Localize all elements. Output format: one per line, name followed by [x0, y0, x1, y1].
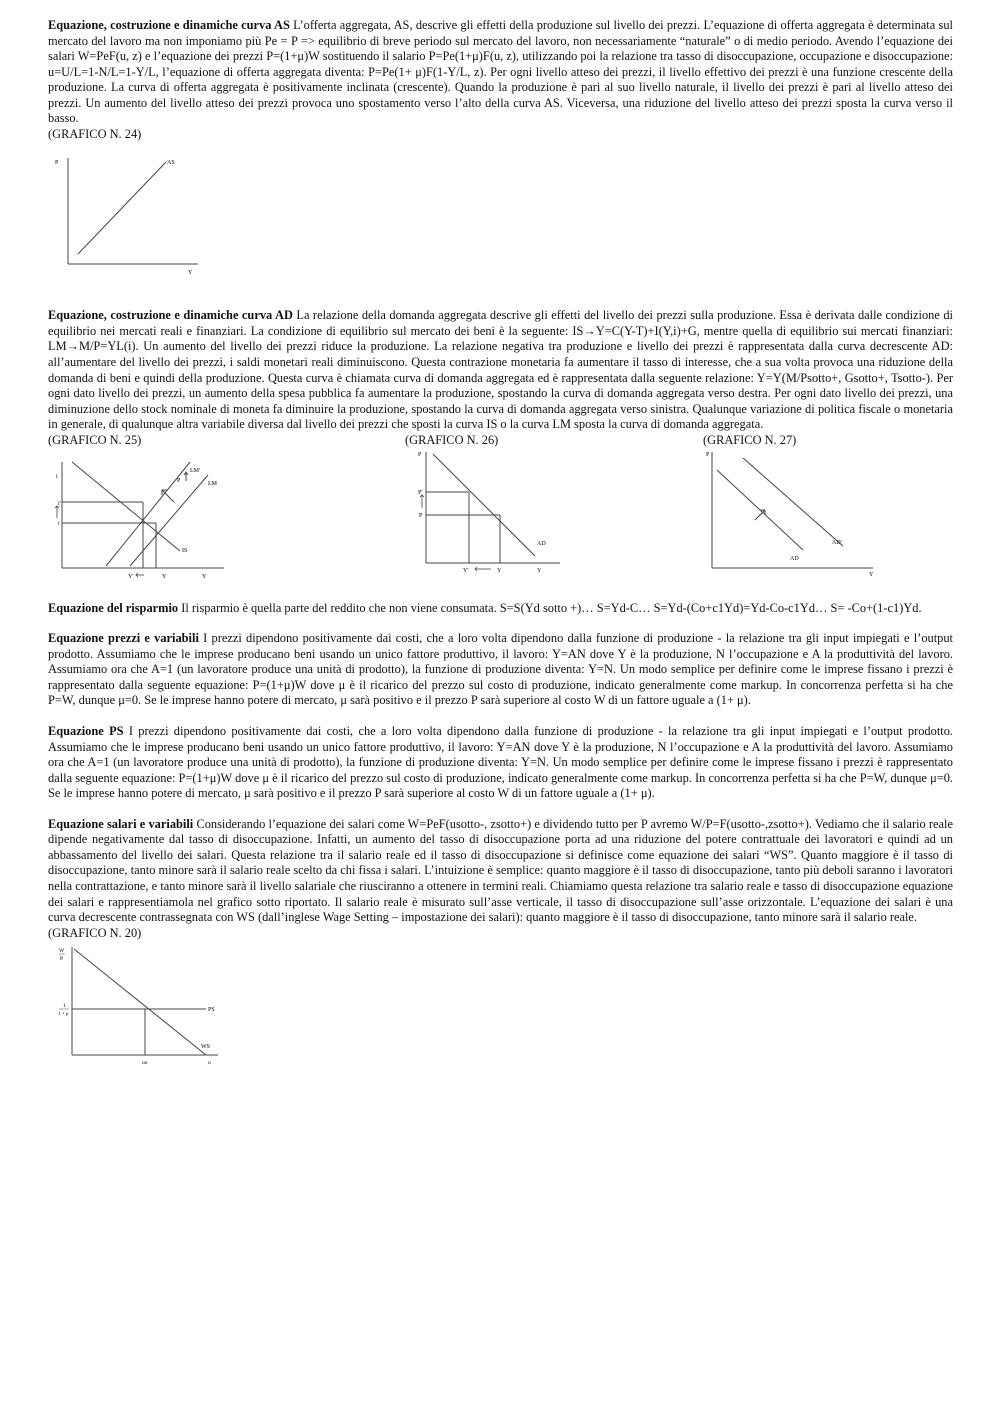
section-ad	[48, 308, 953, 432]
caption-graph-26: (GRAFICO N. 26)	[405, 432, 499, 447]
tick-label-i0: i	[58, 521, 60, 528]
axis-label-p: P	[706, 452, 710, 459]
section-risparmio	[48, 601, 953, 617]
tick-label-un: un	[142, 1060, 148, 1067]
curve-label-ad: AD	[537, 541, 546, 548]
section-body: L’offerta aggregata, AS, descrive gli effetti della produzione sul livello dei prezzi. L’equazione di offerta aggregata è determinata sul mercato del lavoro ma non imponiamo più Pe = P => equilibrio di breve periodo sul mercato del lavoro, non necessariamente “naturale” o di medio periodo. Avendo l’equazione dei salari W=PeF(u, z) e l’equazione dei prezzi P=(1+μ)W sostituendo il salario P=Pe(1+μ)F(u, z), utilizzando poi la relazione tra tasso di disoccupazione, occupazione e disoccupazione: u=U/L=1-N/L=1-Y/L, l’equazione di offerta aggregata diventa: P=Pe(1+ μ)F(1-Y/L, z). Per ogni livello atteso dei prezzi, il livello effettivo dei prezzi è una funzione crescente della produzione. La curva di offerta aggregata è positivamente inclinata (crescente). Quando la produzione è pari al suo livello naturale, il livello dei prezzi è pari al livello atteso dei prezzi. Un aumento del livello atteso dei prezzi provoca uno spostamento verso l’alto della curva AS. Viceversa, una riduzione del livello atteso dei prezzi sposta la curva verso il basso.	[48, 18, 953, 126]
ps-level-denominator: 1 + μ	[58, 1012, 69, 1018]
tick-label-y1: Y'	[128, 574, 134, 581]
curve-label-ps: PS	[208, 1007, 215, 1014]
graph-24	[48, 142, 208, 274]
graph-row	[48, 433, 953, 593]
caption-graph-27: (GRAFICO N. 27)	[703, 432, 797, 447]
section-title: Equazione salari e variabili	[48, 816, 194, 831]
axis-label-u: u	[208, 1060, 211, 1067]
section-title: Equazione, costruzione e dinamiche curva AS	[48, 18, 290, 32]
section-as	[48, 18, 953, 127]
tick-label-y0: Y	[162, 574, 167, 581]
section-title: Equazione prezzi e variabili	[48, 631, 199, 646]
section-body: I prezzi dipendono positivamente dai costi, che a loro volta dipendono dalla funzione di produzione - la relazione tra gli input impiegati e l’output prodotto. Assumiamo che le imprese producano beni usando un unico fattore produttivo, il lavoro: Y=AN dove Y è la produzione, N l’occupazione e A la produttività del lavoro. Assumiamo ora che A=1 (un lavoratore produce una unità di prodotto), la funzione di produzione diventa: Y=N. Un modo semplice per definire come le imprese fissano i prezzi è rappresentato dalla seguente equazione: P=(1+μ)W dove μ è il ricarico del prezzo sul costo di produzione, indicato generalmente come markup. In concorrenza perfetta si ha che P=W, dunque μ=0. Se le imprese hanno potere di mercato, μ sarà positivo e il prezzo P sarà superiore al costo W di un fattore uguale a (1+ μ).	[48, 631, 953, 708]
graph-25	[48, 448, 238, 583]
tick-label-y1: Y'	[463, 568, 469, 575]
price-label: P	[177, 478, 181, 485]
section-title: Equazione, costruzione e dinamiche curva AD	[48, 308, 293, 323]
curve-label-ad0: AD	[790, 556, 799, 563]
curve-label-is: IS	[182, 548, 188, 555]
ps-level-numerator: 1	[63, 1003, 66, 1010]
tick-label-i1: i'	[58, 501, 61, 508]
document-page	[48, 18, 953, 1071]
curve-label-lm1: LM'	[190, 468, 201, 475]
axis-label-p: P	[55, 160, 59, 167]
section-body: La relazione della domanda aggregata descrive gli effetti del livello dei prezzi sulla produzione. Essa è derivata dalle condizione di equilibrio nei mercati reali e finanziari. La condizione di equilibrio sul mercato dei beni è la seguente: IS→Y=C(Y-T)+I(Y,i)+G, mentre quella di equilibrio sui mercati finanziari: LM→M/P=YL(i). Un aumento del livello dei prezzi riduce la produzione. La relazione negativa tra produzione e livello dei prezzi è rappresentata dalla curva decrescente AD: all’aumentare del livello dei prezzi, i saldi monetari reali diminuiscono. Questa contrazione monetaria fa aumentare il tasso di interesse, che a sua volta provoca una riduzione della domanda di beni e quindi della produzione. Questa curva è chiamata curva di domanda aggregata ed è rappresentata dalla seguente relazione: Y=Y(M/Psotto+, Gsotto+, Tsotto-). Per ogni dato livello dei prezzi, un aumento della spesa pubblica fa aumentare la produzione, spostando la curva di domanda aggregata verso destra. Per ogni dato livello dei prezzi, una diminuzione dello stock nominale di moneta fa diminuire la produzione, spostando la curva di domanda aggregata verso sinistra. Qualunque variazione di politica fiscale o monetaria in generale, di qualunque altra variabile diversa dal livello dei prezzi che sposti la curva IS o la curva LM sposta la curva di domanda aggregata.	[48, 308, 953, 432]
axis-label-y: Y	[869, 572, 874, 579]
caption-graph-25: (GRAFICO N. 25)	[48, 432, 142, 447]
section-title: Equazione PS	[48, 724, 124, 739]
section-ps	[48, 724, 953, 802]
section-body: Il risparmio è quella parte del reddito che non viene consumata. S=S(Yd sotto +)… S=Yd-C… S=Yd-(Co+c1Yd)=Yd-Co-c1Yd… S= -Co+(1-c1)Yd.	[178, 600, 922, 615]
curve-label-as: AS	[167, 160, 175, 167]
tick-label-p0: P	[419, 513, 423, 520]
section-prezzi	[48, 631, 953, 709]
axis-label-y: Y	[202, 574, 207, 581]
graph-27	[703, 448, 883, 578]
section-title: Equazione del risparmio	[48, 600, 179, 615]
axis-label-i: i	[56, 474, 58, 481]
caption-graph-24: (GRAFICO N. 24)	[48, 126, 142, 141]
curve-label-lm0: LM	[208, 481, 217, 488]
section-body: Considerando l’equazione dei salari come W=PeF(usotto-, zsotto+) e dividendo tutto per P avremo W/P=F(usotto-,zsotto+). Vediamo che il salario reale dipende negativamente dal tasso di disoccupazione. Infatti, un aumento del tasso di disoccupazione porta ad una riduzione del potere contrattuale dei lavoratori e quindi ad un abbassamento del livello dei salari. Questa relazione tra il salario reale ed il tasso di disoccupazione si definisce come equazione dei salari “WS”. Quanto maggiore è il tasso di disoccupazione, tanto minore sarà il salario reale scelto da chi fissa i salari. L’intuizione è semplice: quanto maggiore è il tasso di disoccupazione, tanto più deboli saranno i lavoratori nella contrattazione, e tanto minore sarà il livello salariale che riusciranno a ottenere in termini reali. Chiamiamo questa relazione tra salario reale e tasso di disoccupazione equazione dei salari e rappresentiamola nel grafico sotto riportato. Il salario reale è misurato sull’asse verticale, il tasso di disoccupazione sull’asse orizzontale. L’equazione dei salari è una curva decrescente contrassegnata con WS (dall’inglese Wage Setting – impostazione dei salari): quanto maggiore è il tasso di disoccupazione, tanto minore sarà il salario reale.	[48, 816, 953, 925]
caption-graph-20: (GRAFICO N. 20)	[48, 925, 142, 940]
tick-label-p1: P'	[418, 490, 423, 497]
axis-label-y: Y	[537, 568, 542, 575]
section-body: I prezzi dipendono positivamente dai costi, che a loro volta dipendono dalla funzione di produzione - la relazione tra gli input impiegati e l’output prodotto. Assumiamo che le imprese producano beni usando un unico fattore produttivo, il lavoro: Y=AN dove Y è la produzione, N l’occupazione e A la produttività del lavoro. Assumiamo ora che A=1 (un lavoratore produce una unità di prodotto), la funzione di produzione diventa: Y=N. Un modo semplice per definire come le imprese fissano i prezzi è rappresentato dalla seguente equazione: P=(1+μ)W dove μ è il ricarico del prezzo sul costo di produzione, indicato generalmente come markup. In concorrenza perfetta si ha che P=W, dunque μ=0. Se le imprese hanno potere di mercato, μ sarà positivo e il prezzo P sarà superiore al costo W di un fattore uguale a (1+ μ).	[48, 724, 953, 801]
curve-label-ws: WS	[201, 1044, 210, 1051]
axis-label-y: Y	[188, 270, 193, 275]
section-salari	[48, 817, 953, 926]
graph-26	[405, 448, 565, 578]
axis-label-p: P	[60, 956, 64, 963]
graph-20	[48, 941, 228, 1071]
axis-label-p: P	[418, 452, 422, 459]
axis-label-w: W	[59, 948, 65, 955]
tick-label-y0: Y	[497, 568, 502, 575]
curve-label-ad1: AD'	[832, 540, 842, 547]
